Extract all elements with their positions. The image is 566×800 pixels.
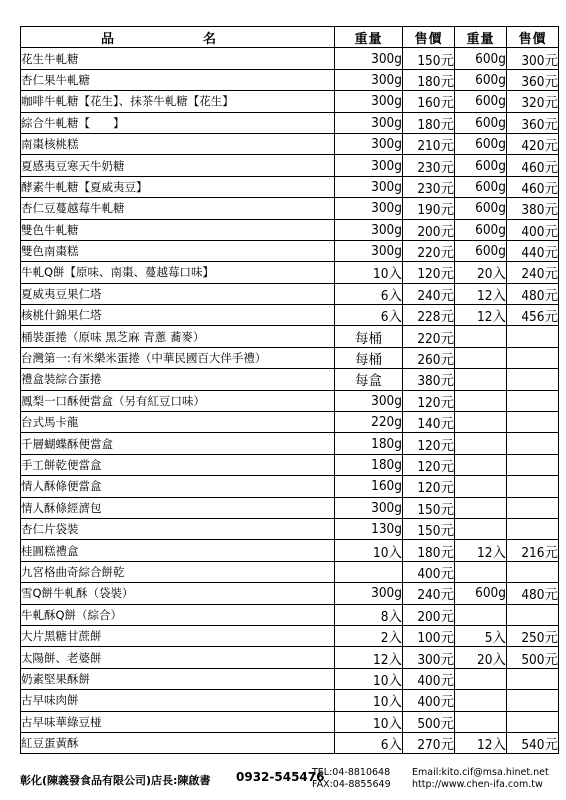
table-row <box>21 305 559 326</box>
table-row <box>21 176 559 197</box>
table-row <box>21 540 559 561</box>
price-2-cell <box>507 412 559 433</box>
price-1-cell: 180元 <box>403 69 455 90</box>
weight-2-cell <box>455 369 507 390</box>
table-row <box>21 133 559 154</box>
price-1-cell: 380元 <box>403 369 455 390</box>
price-2-cell: 480元 <box>507 583 559 604</box>
price-1-cell: 200元 <box>403 604 455 625</box>
email-link[interactable]: Email:kito.cif@msa.hinet.net <box>412 767 549 778</box>
price-1-cell: 400元 <box>403 668 455 689</box>
header-weight-2: 重量 <box>455 27 507 48</box>
product-name-cell: 花生牛軋糖 <box>21 48 335 69</box>
weight-2-cell <box>455 454 507 475</box>
product-name-cell: 牛軋Q餅【原味、南棗、蔓越莓口味】 <box>21 262 335 283</box>
table-row <box>21 283 559 304</box>
table-row <box>21 347 559 368</box>
weight-2-cell: 12入 <box>455 732 507 753</box>
price-1-cell: 100元 <box>403 625 455 646</box>
fax-number: FAX:04-8855649 <box>312 779 391 790</box>
weight-2-cell: 20入 <box>455 262 507 283</box>
price-1-cell: 228元 <box>403 305 455 326</box>
weight-2-cell: 12入 <box>455 305 507 326</box>
product-name-cell: 台式馬卡龍 <box>21 412 335 433</box>
weight-1-cell: 300g <box>335 198 403 219</box>
table-row <box>21 711 559 732</box>
price-1-cell: 210元 <box>403 133 455 154</box>
price-2-cell: 300元 <box>507 48 559 69</box>
table-row <box>21 454 559 475</box>
weight-1-cell: 300g <box>335 219 403 240</box>
price-1-cell: 190元 <box>403 198 455 219</box>
price-1-cell: 150元 <box>403 497 455 518</box>
table-row <box>21 262 559 283</box>
price-1-cell: 220元 <box>403 326 455 347</box>
price-1-cell: 150元 <box>403 518 455 539</box>
product-name-cell: 太陽餅、老婆餅 <box>21 647 335 668</box>
weight-1-cell: 220g <box>335 412 403 433</box>
price-2-cell <box>507 690 559 711</box>
weight-1-cell: 300g <box>335 69 403 90</box>
table-row <box>21 219 559 240</box>
price-1-cell: 400元 <box>403 690 455 711</box>
price-2-cell: 460元 <box>507 155 559 176</box>
table-row <box>21 198 559 219</box>
weight-1-cell: 130g <box>335 518 403 539</box>
table-row <box>21 412 559 433</box>
weight-2-cell <box>455 326 507 347</box>
header-weight-1: 重量 <box>335 27 403 48</box>
price-1-cell: 260元 <box>403 347 455 368</box>
product-name-cell: 千層蝴蝶酥便當盒 <box>21 433 335 454</box>
product-name-cell: 雙色牛軋糖 <box>21 219 335 240</box>
weight-2-cell: 600g <box>455 176 507 197</box>
product-name-cell: 牛軋酥Q餅（綜合） <box>21 604 335 625</box>
weight-2-cell <box>455 604 507 625</box>
table-row <box>21 155 559 176</box>
price-2-cell: 440元 <box>507 240 559 261</box>
price-2-cell: 480元 <box>507 283 559 304</box>
product-name-cell: 杏仁片袋裝 <box>21 518 335 539</box>
table-row <box>21 91 559 112</box>
table-row <box>21 390 559 411</box>
weight-2-cell: 12入 <box>455 283 507 304</box>
product-name-cell: 夏感夷豆寒天牛奶糖 <box>21 155 335 176</box>
weight-2-cell <box>455 412 507 433</box>
product-name-cell: 雪Q餅牛軋酥（袋裝） <box>21 583 335 604</box>
price-1-cell: 240元 <box>403 583 455 604</box>
price-1-cell: 220元 <box>403 240 455 261</box>
weight-2-cell: 5入 <box>455 625 507 646</box>
header-product-name: 品 名 <box>21 27 335 48</box>
price-1-cell: 200元 <box>403 219 455 240</box>
header-price-2: 售價 <box>507 27 559 48</box>
weight-2-cell <box>455 347 507 368</box>
price-2-cell <box>507 518 559 539</box>
price-2-cell <box>507 668 559 689</box>
weight-2-cell: 600g <box>455 240 507 261</box>
price-2-cell: 400元 <box>507 219 559 240</box>
weight-2-cell: 12入 <box>455 540 507 561</box>
weight-2-cell: 600g <box>455 583 507 604</box>
price-2-cell: 240元 <box>507 262 559 283</box>
product-name-cell: 手工餅乾便當盒 <box>21 454 335 475</box>
weight-1-cell: 300g <box>335 583 403 604</box>
mobile-phone: 0932-545476 <box>236 770 325 784</box>
price-2-cell <box>507 347 559 368</box>
price-2-cell: 500元 <box>507 647 559 668</box>
weight-2-cell <box>455 476 507 497</box>
product-name-cell: 桶裝蛋捲（原味 黑芝麻 青蔥 蕎麥） <box>21 326 335 347</box>
weight-2-cell <box>455 690 507 711</box>
price-2-cell: 420元 <box>507 133 559 154</box>
price-1-cell: 180元 <box>403 540 455 561</box>
product-name-cell: 核桃什錦果仁塔 <box>21 305 335 326</box>
weight-1-cell: 6入 <box>335 283 403 304</box>
price-2-cell: 360元 <box>507 69 559 90</box>
weight-2-cell: 600g <box>455 219 507 240</box>
table-row <box>21 625 559 646</box>
product-name-cell: 九宮格曲奇綜合餅乾 <box>21 561 335 582</box>
price-1-cell: 270元 <box>403 732 455 753</box>
table-row <box>21 561 559 582</box>
product-name-cell: 雙色南棗糕 <box>21 240 335 261</box>
weight-1-cell: 300g <box>335 240 403 261</box>
table-row <box>21 433 559 454</box>
weight-2-cell: 600g <box>455 198 507 219</box>
product-name-cell: 情人酥條經濟包 <box>21 497 335 518</box>
product-name-cell: 綜合牛軋糖【 】 <box>21 112 335 133</box>
weight-1-cell: 300g <box>335 155 403 176</box>
weight-2-cell <box>455 561 507 582</box>
price-1-cell: 230元 <box>403 155 455 176</box>
product-name-cell: 桂圓糕禮盒 <box>21 540 335 561</box>
product-name-cell: 咖啡牛軋糖【花生】、抹茶牛軋糖【花生】 <box>21 91 335 112</box>
product-name-cell: 奶素堅果酥餅 <box>21 668 335 689</box>
price-2-cell: 456元 <box>507 305 559 326</box>
weight-2-cell: 600g <box>455 69 507 90</box>
weight-1-cell: 300g <box>335 497 403 518</box>
weight-2-cell <box>455 711 507 732</box>
weight-1-cell: 300g <box>335 133 403 154</box>
price-table <box>20 26 559 754</box>
weight-2-cell <box>455 668 507 689</box>
weight-1-cell: 300g <box>335 112 403 133</box>
product-name-cell: 情人酥條便當盒 <box>21 476 335 497</box>
table-row <box>21 690 559 711</box>
table-row <box>21 583 559 604</box>
table-row <box>21 497 559 518</box>
price-2-cell <box>507 476 559 497</box>
product-name-cell: 古早味華綠豆椪 <box>21 711 335 732</box>
weight-1-cell: 180g <box>335 454 403 475</box>
price-1-cell: 400元 <box>403 561 455 582</box>
price-2-cell: 460元 <box>507 176 559 197</box>
table-row <box>21 326 559 347</box>
price-1-cell: 150元 <box>403 48 455 69</box>
weight-1-cell: 300g <box>335 176 403 197</box>
price-2-cell: 250元 <box>507 625 559 646</box>
header-row <box>21 27 559 48</box>
weight-2-cell: 600g <box>455 91 507 112</box>
weight-1-cell: 每桶 <box>335 326 403 347</box>
weight-1-cell: 6入 <box>335 305 403 326</box>
website-link[interactable]: http://www.chen-ifa.com.tw <box>412 779 543 790</box>
price-1-cell: 140元 <box>403 412 455 433</box>
product-name-cell: 大片黑糖甘蔗餅 <box>21 625 335 646</box>
weight-1-cell: 每桶 <box>335 347 403 368</box>
tel-fax-block <box>312 767 391 791</box>
price-2-cell <box>507 561 559 582</box>
table-row <box>21 112 559 133</box>
weight-1-cell: 160g <box>335 476 403 497</box>
shop-info: 彰化(陳義發食品有限公司)店長:陳啟書 <box>20 774 211 787</box>
price-2-cell: 360元 <box>507 112 559 133</box>
product-name-cell: 紅豆蛋黃酥 <box>21 732 335 753</box>
table-row <box>21 732 559 753</box>
weight-1-cell: 300g <box>335 91 403 112</box>
price-2-cell <box>507 711 559 732</box>
price-1-cell: 120元 <box>403 476 455 497</box>
price-1-cell: 500元 <box>403 711 455 732</box>
price-1-cell: 120元 <box>403 390 455 411</box>
product-name-cell: 古早味肉餅 <box>21 690 335 711</box>
product-name-cell: 台灣第一:有米樂米蛋捲（中華民國百大伴手禮） <box>21 347 335 368</box>
weight-1-cell: 6入 <box>335 732 403 753</box>
product-name-cell: 南棗核桃糕 <box>21 133 335 154</box>
price-2-cell <box>507 390 559 411</box>
weight-2-cell: 600g <box>455 133 507 154</box>
product-name-cell: 杏仁豆蔓越莓牛軋糖 <box>21 198 335 219</box>
table-row <box>21 48 559 69</box>
weight-2-cell <box>455 497 507 518</box>
header-price-1: 售價 <box>403 27 455 48</box>
table-row <box>21 476 559 497</box>
price-2-cell <box>507 454 559 475</box>
price-1-cell: 300元 <box>403 647 455 668</box>
weight-2-cell: 600g <box>455 48 507 69</box>
price-2-cell: 540元 <box>507 732 559 753</box>
price-2-cell <box>507 497 559 518</box>
tel-number: TEL:04-8810648 <box>312 767 391 778</box>
price-2-cell: 380元 <box>507 198 559 219</box>
weight-2-cell: 20入 <box>455 647 507 668</box>
table-row <box>21 604 559 625</box>
product-name-cell: 禮盒裝綜合蛋捲 <box>21 369 335 390</box>
price-1-cell: 240元 <box>403 283 455 304</box>
weight-1-cell <box>335 561 403 582</box>
price-2-cell <box>507 369 559 390</box>
product-name-cell: 杏仁果牛軋糖 <box>21 69 335 90</box>
weight-1-cell: 300g <box>335 390 403 411</box>
price-1-cell: 230元 <box>403 176 455 197</box>
weight-1-cell: 每盒 <box>335 369 403 390</box>
price-1-cell: 120元 <box>403 433 455 454</box>
price-1-cell: 120元 <box>403 262 455 283</box>
price-1-cell: 180元 <box>403 112 455 133</box>
price-1-cell: 120元 <box>403 454 455 475</box>
weight-1-cell: 300g <box>335 48 403 69</box>
weight-1-cell: 8入 <box>335 604 403 625</box>
product-name-cell: 夏威夷豆果仁塔 <box>21 283 335 304</box>
weight-1-cell: 180g <box>335 433 403 454</box>
weight-1-cell: 10入 <box>335 711 403 732</box>
price-2-cell: 320元 <box>507 91 559 112</box>
price-2-cell <box>507 433 559 454</box>
table-row <box>21 647 559 668</box>
price-2-cell: 216元 <box>507 540 559 561</box>
product-name-cell: 酵素牛軋糖【夏威夷豆】 <box>21 176 335 197</box>
contact-block <box>412 767 549 791</box>
price-1-cell: 160元 <box>403 91 455 112</box>
price-2-cell <box>507 604 559 625</box>
weight-2-cell <box>455 433 507 454</box>
table-row <box>21 668 559 689</box>
weight-2-cell <box>455 390 507 411</box>
weight-1-cell: 12入 <box>335 647 403 668</box>
weight-2-cell <box>455 518 507 539</box>
weight-2-cell: 600g <box>455 112 507 133</box>
price-2-cell <box>507 326 559 347</box>
table-row <box>21 518 559 539</box>
table-row <box>21 69 559 90</box>
table-row <box>21 369 559 390</box>
weight-1-cell: 10入 <box>335 690 403 711</box>
product-name-cell: 鳳梨一口酥便當盒（另有紅豆口味） <box>21 390 335 411</box>
weight-1-cell: 2入 <box>335 625 403 646</box>
weight-2-cell: 600g <box>455 155 507 176</box>
weight-1-cell: 10入 <box>335 668 403 689</box>
weight-1-cell: 10入 <box>335 262 403 283</box>
table-row <box>21 240 559 261</box>
weight-1-cell: 10入 <box>335 540 403 561</box>
